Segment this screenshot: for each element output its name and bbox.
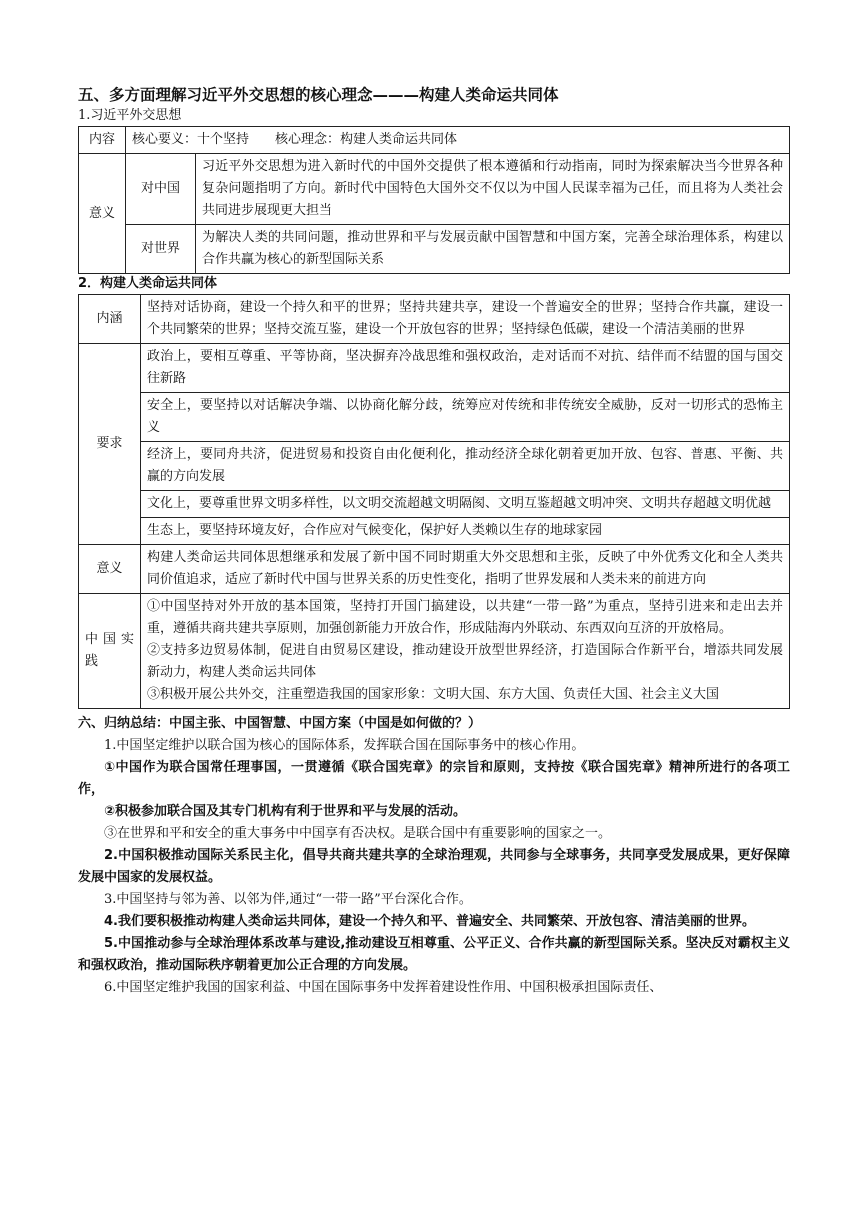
summary-point-1c: ③在世界和平和安全的重大事务中中国享有否决权。是联合国中有重要影响的国家之一。 bbox=[104, 826, 612, 841]
table-row bbox=[79, 594, 790, 709]
summary-point-1: 1.中国坚定维护以联合国为核心的国际体系，发挥联合国在国际事务中的核心作用。 bbox=[104, 738, 585, 753]
summary-point-4: 4.我们要积极推动构建人类命运共同体，建设一个持久和平、普遍安全、共同繁荣、开放包容、清洁美丽的世界。 bbox=[104, 914, 755, 929]
table-row bbox=[79, 393, 790, 442]
significance-text: 构建人类命运共同体思想继承和发展了新中国不同时期重大外交思想和主张，反映了中外优秀文化和全人类共同价值追求，适应了新时代中国与世界关系的历史性变化，指明了世界发展和人类未来的前进方向 bbox=[141, 545, 790, 594]
content-label: 内容 bbox=[79, 127, 126, 154]
section5-sub1-heading: 1.习近平外交思想 bbox=[78, 108, 182, 123]
connotation-label: 内涵 bbox=[79, 295, 141, 344]
section5-title: 五、多方面理解习近平外交思想的核心理念———构建人类命运共同体 bbox=[78, 86, 559, 104]
requirement-ecology: 生态上，要坚持环境友好，合作应对气候变化，保护好人类赖以生存的地球家园 bbox=[141, 518, 790, 545]
connotation-text: 坚持对话协商，建设一个持久和平的世界；坚持共建共享，建设一个普遍安全的世界；坚持合作共赢，建设一个共同繁荣的世界；坚持交流互鉴，建设一个开放包容的世界；坚持绿色低碳，建设一个清洁美丽的世界 bbox=[141, 295, 790, 344]
table-row bbox=[79, 295, 790, 344]
summary-point-3: 3.中国坚持与邻为善、以邻为伴,通过“一带一路”平台深化合作。 bbox=[104, 892, 472, 907]
to-china-text: 习近平外交思想为进入新时代的中国外交提供了根本遵循和行动指南，同时为探索解决当今世界各种复杂问题指明了方向。新时代中国特色大国外交不仅以为中国人民谋幸福为己任，而且将为人类社会共同进步展现更大担当 bbox=[196, 154, 790, 225]
requirement-security: 安全上，要坚持以对话解决争端、以协商化解分歧，统筹应对传统和非传统安全威胁，反对一切形式的恐怖主义 bbox=[141, 393, 790, 442]
table-row bbox=[79, 518, 790, 545]
table-row bbox=[79, 225, 790, 274]
content-text: 核心要义：十个坚持 核心理念：构建人类命运共同体 bbox=[126, 127, 790, 154]
table-row bbox=[79, 127, 790, 154]
to-world-label: 对世界 bbox=[126, 225, 196, 274]
summary-point-5: 5.中国推动参与全球治理体系改革与建设,推动建设互相尊重、公平正义、合作共赢的新型国际关系。坚决反对霸权主义和强权政治，推动国际秩序朝着更加公正合理的方向发展。 bbox=[78, 936, 790, 973]
to-world-text: 为解决人类的共同问题，推动世界和平与发展贡献中国智慧和中国方案，完善全球治理体系，构建以合作共赢为核心的新型国际关系 bbox=[196, 225, 790, 274]
section6-title: 六、归纳总结：中国主张、中国智慧、中国方案（中国是如何做的？） bbox=[78, 716, 482, 731]
table-row bbox=[79, 491, 790, 518]
to-china-label: 对中国 bbox=[126, 154, 196, 225]
requirement-economy: 经济上，要同舟共济，促进贸易和投资自由化便利化，推动经济全球化朝着更加开放、包容、普惠、平衡、共赢的方向发展 bbox=[141, 442, 790, 491]
table-row bbox=[79, 344, 790, 393]
table-row bbox=[79, 545, 790, 594]
practice-item-1: ①中国坚持对外开放的基本国策，坚持打开国门搞建设，以共建“一带一路”为重点，坚持引进来和走出去并重，遵循共商共建共享原则，加强创新能力开放合作，形成陆海内外联动、东西双向互济的开放格局。 bbox=[147, 599, 783, 636]
practice-item-3: ③积极开展公共外交，注重塑造我国的国家形象：文明大国、东方大国、负责任大国、社会主义大国 bbox=[147, 687, 720, 702]
practice-item-2: ②支持多边贸易体制，促进自由贸易区建设，推动建设开放型世界经济，打造国际合作新平台，增添共同发展新动力，构建人类命运共同体 bbox=[147, 643, 783, 680]
practice-label: 中国实践 bbox=[79, 594, 141, 709]
summary-point-1b: ②积极参加联合国及其专门机构有利于世界和平与发展的活动。 bbox=[104, 804, 467, 819]
practice-cell bbox=[141, 594, 790, 709]
requirements-label: 要求 bbox=[79, 344, 141, 545]
table-row bbox=[79, 442, 790, 491]
community-table bbox=[78, 294, 790, 709]
table-row bbox=[79, 154, 790, 225]
section6 bbox=[78, 713, 790, 999]
significance-label: 意义 bbox=[79, 545, 141, 594]
requirement-culture: 文化上，要尊重世界文明多样性，以文明交流超越文明隔阂、文明互鉴超越文明冲突、文明共存超越文明优越 bbox=[141, 491, 790, 518]
summary-point-1a: ①中国作为联合国常任理事国，一贯遵循《联合国宪章》的宗旨和原则，支持按《联合国宪章》精神所进行的各项工作， bbox=[78, 760, 790, 797]
summary-point-6: 6.中国坚定维护我国的国家利益、中国在国际事务中发挥着建设性作用、中国积极承担国际责任、 bbox=[104, 980, 663, 995]
summary-point-2: 2.中国积极推动国际关系民主化，倡导共商共建共享的全球治理观，共同参与全球事务，共同享受发展成果，更好保障发展中国家的发展权益。 bbox=[78, 848, 790, 885]
section5-sub2-heading: 2．构建人类命运共同体 bbox=[78, 276, 218, 291]
meaning-label: 意义 bbox=[79, 154, 126, 274]
requirement-politics: 政治上，要相互尊重、平等协商，坚决摒弃冷战思维和强权政治，走对话而不对抗、结伴而不结盟的国与国交往新路 bbox=[141, 344, 790, 393]
diplomacy-thought-table bbox=[78, 126, 790, 274]
document-page bbox=[78, 84, 790, 999]
